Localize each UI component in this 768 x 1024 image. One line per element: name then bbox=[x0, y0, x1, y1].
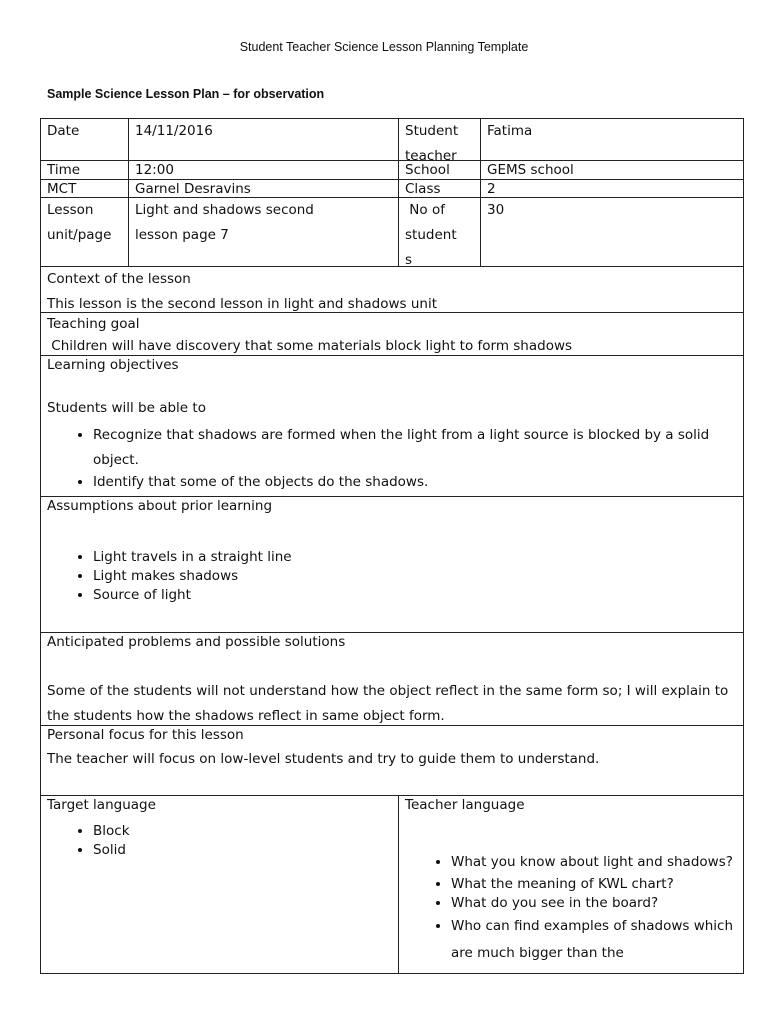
lesson-unit-value-line1: Light and shadows second bbox=[135, 202, 314, 218]
objective-item: • Recognize that shadows are formed when the light from a light source is blocked by a solid object. bbox=[93, 423, 737, 473]
lesson-unit-label-line2: unit/page bbox=[47, 227, 112, 243]
anticipated-problems-text: Some of the students will not understand how the object reflect in the same form so; I will explain to the students how the shadows reflect in same object form. bbox=[47, 683, 729, 724]
teacher-language-heading: Teacher language bbox=[405, 797, 525, 813]
anticipated-problems-section bbox=[40, 632, 744, 726]
teaching-goal-heading: Teaching goal bbox=[47, 316, 140, 332]
lesson-unit-label-line1: Lesson bbox=[47, 202, 94, 218]
teacher-language-item: • What you know about light and shadows? bbox=[451, 850, 737, 875]
personal-focus-heading: Personal focus for this lesson bbox=[47, 727, 244, 743]
time-label: Time bbox=[47, 162, 81, 178]
student-teacher-label-line2: teacher bbox=[405, 148, 457, 161]
document-subtitle: Sample Science Lesson Plan – for observation bbox=[47, 87, 325, 101]
context-heading: Context of the lesson bbox=[47, 271, 191, 287]
student-teacher-value-cell bbox=[480, 118, 744, 161]
target-language-section bbox=[40, 795, 399, 974]
teacher-language-section bbox=[398, 795, 744, 974]
time-value-cell bbox=[128, 160, 399, 180]
learning-objectives-section bbox=[40, 355, 744, 497]
learning-objectives-heading: Learning objectives bbox=[47, 357, 179, 373]
anticipated-problems-heading: Anticipated problems and possible solutions bbox=[47, 634, 346, 650]
teaching-goal-text: Children will have discovery that some materials block light to form shadows bbox=[47, 338, 573, 354]
assumption-item: • Light makes shadows bbox=[93, 567, 737, 586]
mct-label-cell bbox=[40, 179, 129, 198]
assumption-item: • Light travels in a straight line bbox=[93, 548, 737, 567]
document-title: Student Teacher Science Lesson Planning Template bbox=[239, 40, 529, 54]
context-text: This lesson is the second lesson in light and shadows unit bbox=[47, 296, 438, 312]
class-label: Class bbox=[405, 181, 441, 197]
teaching-goal-section bbox=[40, 312, 744, 356]
lesson-unit-label-cell bbox=[40, 197, 129, 267]
school-label-cell bbox=[398, 160, 481, 180]
teacher-language-item: • What do you see in the board? bbox=[451, 894, 737, 913]
objective-item: • Identify that some of the objects do the shadows. bbox=[93, 473, 737, 492]
date-value: 14/11/2016 bbox=[135, 123, 213, 139]
student-teacher-value: Fatima bbox=[487, 123, 533, 139]
date-label: Date bbox=[47, 123, 80, 139]
number-of-students-value-cell bbox=[480, 197, 744, 267]
mct-label: MCT bbox=[47, 181, 77, 197]
time-label-cell bbox=[40, 160, 129, 180]
assumption-item: • Source of light bbox=[93, 586, 737, 605]
school-label: School bbox=[405, 162, 450, 178]
class-label-cell bbox=[398, 179, 481, 198]
student-teacher-label-cell bbox=[398, 118, 481, 161]
target-language-item: • Solid bbox=[93, 841, 392, 860]
learning-objectives-intro: Students will be able to bbox=[47, 400, 206, 416]
number-of-students-label-line1: No of bbox=[405, 202, 445, 218]
assumptions-section bbox=[40, 496, 744, 633]
mct-value-cell bbox=[128, 179, 399, 198]
teacher-language-item: • What the meaning of KWL chart? bbox=[451, 875, 737, 894]
teacher-language-item: • Who can find examples of shadows which are much bigger than the bbox=[451, 913, 737, 967]
lesson-unit-value-line2: lesson page 7 bbox=[135, 227, 229, 243]
number-of-students-label-line3: s bbox=[405, 252, 413, 267]
time-value: 12:00 bbox=[135, 162, 174, 178]
class-value-cell bbox=[480, 179, 744, 198]
context-section bbox=[40, 266, 744, 313]
lesson-unit-value-cell bbox=[128, 197, 399, 267]
target-language-item: • Block bbox=[93, 822, 392, 841]
number-of-students-label-cell bbox=[398, 197, 481, 267]
personal-focus-text: The teacher will focus on low-level students and try to guide them to understand. bbox=[47, 751, 600, 767]
number-of-students-label-line2: student bbox=[405, 227, 457, 243]
mct-value: Garnel Desravins bbox=[135, 181, 251, 197]
date-value-cell bbox=[128, 118, 399, 161]
school-value-cell bbox=[480, 160, 744, 180]
student-teacher-label-line1: Student bbox=[405, 123, 459, 139]
target-language-heading: Target language bbox=[47, 797, 156, 813]
class-value: 2 bbox=[487, 181, 496, 197]
assumptions-heading: Assumptions about prior learning bbox=[47, 498, 273, 514]
date-label-cell bbox=[40, 118, 129, 161]
school-value: GEMS school bbox=[487, 162, 574, 178]
number-of-students-value: 30 bbox=[487, 202, 505, 218]
personal-focus-section bbox=[40, 725, 744, 796]
